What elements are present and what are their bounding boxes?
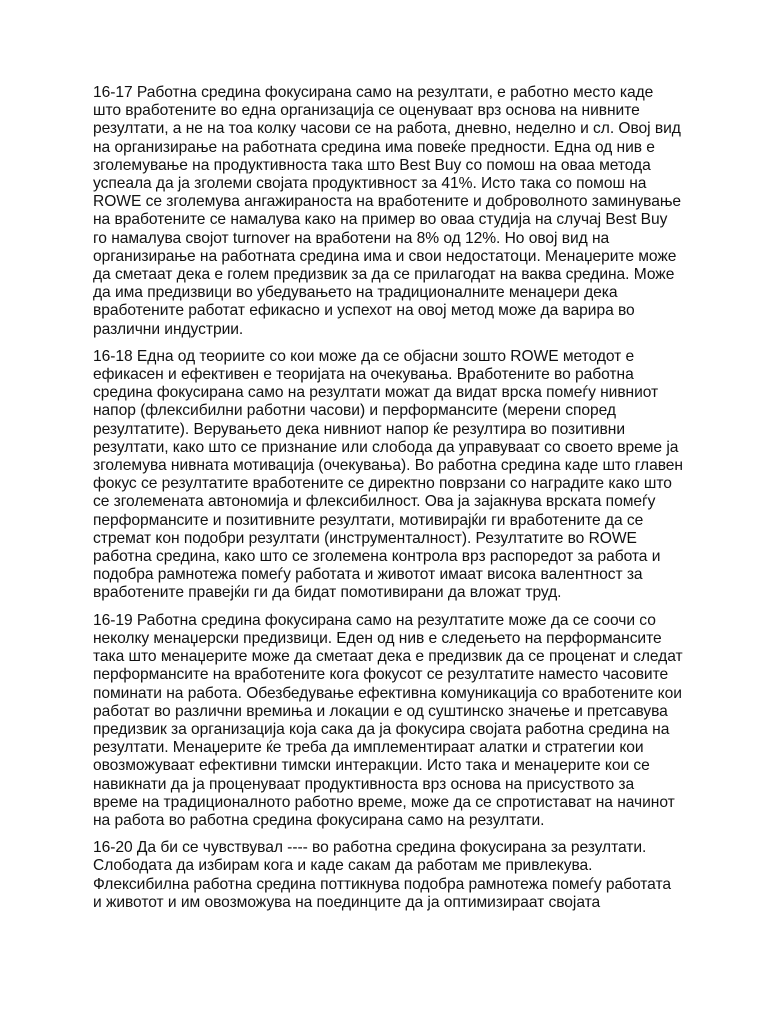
paragraph-16-18: 16-18 Една од теориите со кои може да се објасни зошто ROWE методот е ефикасен и ефективен е теоријата на очекувања. Вработените во работна средина фокусирана само на резултати можат да видат врска помеѓу нивниот напор (флексибилни работни часови) и перформансите (мерени според резултатите). Верувањето дека нивниот напор ќе резултира во позитивни резултати, како што се признание или слобода да управуваат со своето време ја зголемува нивната мотивација (очекувања). Во работна средина каде што главен фокус се резултатите вработените се директно поврзани со наградите како што се зголемената автономија и флексибилност. Ова ја зајакнува врската помеѓу перформансите и позитивните резултати, мотивирајќи ги вработените да се стремат кон подобри резултати (инструменталност). Резултатите во ROWE работна средина, како што се зголемена контрола врз распоредот за работа и подобра рамнотежа помеѓу работата и животот имаат висока валентност за вработените правејќи ги да бидат помотивирани да вложат труд. [93, 347, 683, 602]
paragraph-16-19: 16-19 Работна средина фокусирана само на резултатите може да се соочи со неколку менаџерски предизвици. Еден од нив е следењето на перформансите така што менаџерите може да сметаат дека е предизвик да се проценат и следат перформансите на вработените кога фокусот се резултатите наместо часовите поминати на работа. Обезбедување ефективна комуникација со вработените кои работат во различни времиња и локации е од суштинско значење и претсавува предизвик за организација која сака да ја фокусира својата работна средина на резултати. Менаџерите ќе треба да имплементираат алатки и стратегии кои овозможуваат ефективни тимски интеракции. Исто така и менаџерите кои се навикнати да ја проценуваат продуктивноста врз основа на присуството за време на традиционалното работно време, може да се спротистават на начинот на работа во работна средина фокусирана само на резултати. [93, 611, 683, 829]
paragraph-16-17: 16-17 Работна средина фокусирана само на резултати, е работно место каде што вработените во една организација се оценуваат врз основа на нивните резултати, а не на тоа колку часови се на работа, дневно, неделно и сл. Овој вид на организирање на работната средина има повеќе предности. Една од нив е зголемувањe на продуктивноста така што Best Buy со помош на оваа метода успеала да ја зголеми својата продуктивност за 41%. Исто така со помош на ROWE се зголемува ангажираноста на вработените и доброволното заминување на вработените се намалува како на пример во оваа студија на случај Best Buy го намалува својот turnover на вработени на 8% од 12%. Но овој вид на организирање на работната средина има и свои недостатоци. Менаџерите може да сметаат дека е голем предизвик за да се прилагодат на ваква средина. Може да има предизвици во убедувањето на традиционалните менаџери дека вработените работат ефикасно и успехот на овој метод може да варира во различни индустрии. [93, 84, 682, 338]
paragraph-16-20: 16-20 Да би се чувствувал ---- во работна средина фокусирана за резултати. Слободата да избирам кога и каде сакам да работам ме привлекува. Флексибилна работна средина поттикнува подобра рамнотежа помеѓу работата и животот и им овозможува на поединците да ја оптимизираат својата [93, 839, 672, 911]
document-body [93, 84, 683, 921]
